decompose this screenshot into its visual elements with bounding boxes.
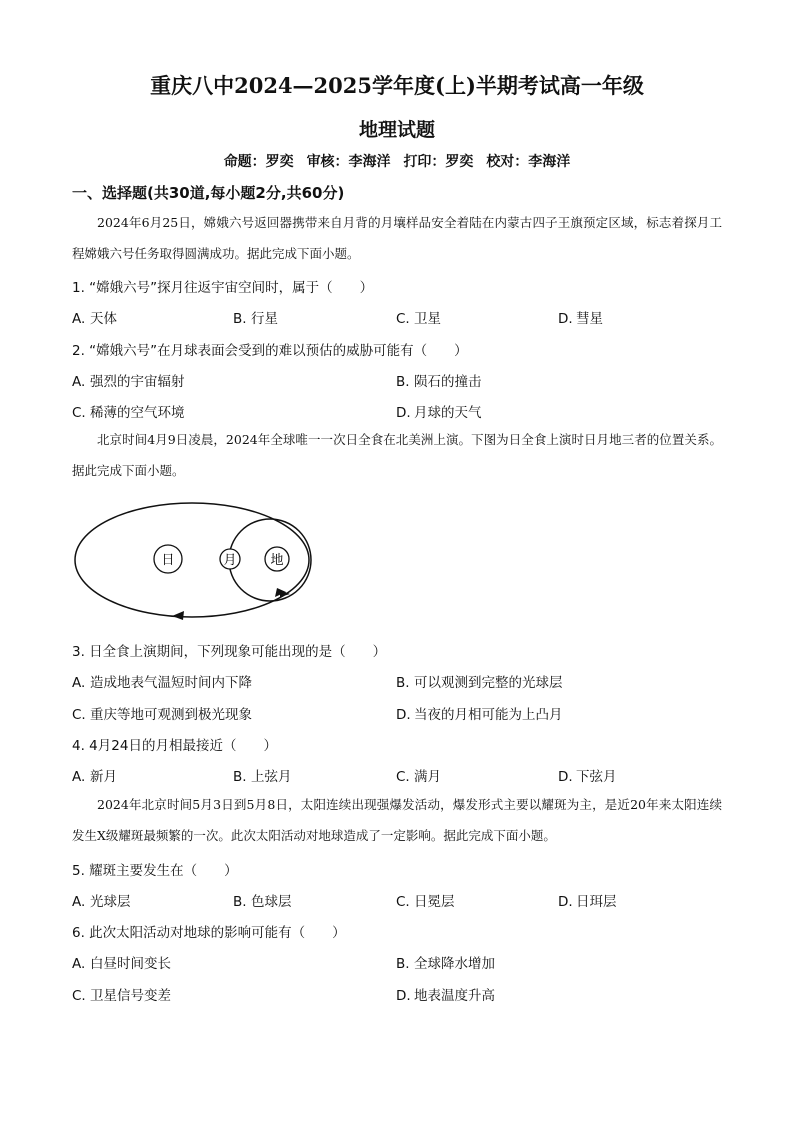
question-6: 6. 此次太阳活动对地球的影响可能有（ ） <box>72 925 346 941</box>
q1-option-d <box>558 307 603 327</box>
option-letter: A. <box>72 894 86 910</box>
option-text: 全球降水增加 <box>414 956 495 972</box>
option-text: 卫星信号变差 <box>90 988 171 1004</box>
passage-3: 2024年北京时间5月3日到5月8日，太阳连续出现强爆发活动，爆发形式主要以耀斑为主，是近20年来太阳连续发生X级耀斑最频繁的一次。此次太阳活动对地球造成了一定影响。据此完成下面小题。 <box>72 797 722 843</box>
option-text: 天体 <box>90 311 117 327</box>
q6-option-b <box>396 952 495 972</box>
option-letter: B. <box>396 956 410 972</box>
option-letter: C. <box>72 707 86 723</box>
option-letter: D. <box>396 988 411 1004</box>
option-letter: C. <box>72 988 86 1004</box>
option-letter: A. <box>72 374 86 390</box>
option-text: 地表温度升高 <box>414 988 495 1004</box>
option-letter: B. <box>396 374 410 390</box>
sun-moon-earth-diagram <box>72 498 322 626</box>
option-text: 造成地表气温短时间内下降 <box>90 675 252 691</box>
question-1: 1. “嫦娥六号”探月往返宇宙空间时，属于（ ） <box>72 280 374 296</box>
option-text: 当夜的月相可能为上凸月 <box>414 707 563 723</box>
option-text: 月球的天气 <box>414 405 482 421</box>
option-letter: B. <box>396 675 410 691</box>
option-text: 满月 <box>414 769 441 785</box>
passage-2: 北京时间4月9日凌晨，2024年全球唯一一次日全食在北美洲上演。下图为日全食上演时日月地三者的位置关系。据此完成下面小题。 <box>72 432 722 478</box>
q2-option-c <box>72 401 185 421</box>
option-text: 日冕层 <box>414 894 455 910</box>
earth-orbit-arrow <box>172 611 184 620</box>
credits-line <box>0 151 794 171</box>
option-text: 强烈的宇宙辐射 <box>90 374 185 390</box>
option-letter: D. <box>558 769 573 785</box>
credit-setter: 命题：罗奕 <box>223 154 294 170</box>
q2-option-d <box>396 401 482 421</box>
option-letter: D. <box>396 707 411 723</box>
option-letter: D. <box>396 405 411 421</box>
option-letter: A. <box>72 311 86 327</box>
question-3: 3. 日全食上演期间，下列现象可能出现的是（ ） <box>72 644 387 660</box>
credit-reviewer: 审核：李海洋 <box>306 154 391 170</box>
option-letter: B. <box>233 894 247 910</box>
question-5: 5. 耀斑主要发生在（ ） <box>72 863 238 879</box>
option-text: 行星 <box>251 311 278 327</box>
question-4: 4. 4月24日的月相最接近（ ） <box>72 738 277 754</box>
option-letter: B. <box>233 311 247 327</box>
option-text: 日珥层 <box>576 894 617 910</box>
question-2: 2. “嫦娥六号”在月球表面会受到的难以预估的威胁可能有（ ） <box>72 343 468 359</box>
q6-option-c <box>72 984 171 1004</box>
option-letter: D. <box>558 311 573 327</box>
option-text: 光球层 <box>90 894 131 910</box>
option-text: 陨石的撞击 <box>414 374 482 390</box>
option-letter: A. <box>72 956 86 972</box>
option-text: 卫星 <box>414 311 441 327</box>
option-text: 可以观测到完整的光球层 <box>414 675 563 691</box>
credit-printer: 打印：罗奕 <box>403 154 474 170</box>
q4-option-c <box>396 765 441 785</box>
sun-label: 日 <box>161 553 175 568</box>
q1-option-c <box>396 307 441 327</box>
q5-option-b <box>233 890 292 910</box>
option-text: 新月 <box>90 769 117 785</box>
option-letter: B. <box>233 769 247 785</box>
q5-option-a <box>72 890 131 910</box>
option-text: 上弦月 <box>251 769 292 785</box>
option-text: 重庆等地可观测到极光现象 <box>90 707 252 723</box>
option-text: 白昼时间变长 <box>90 956 171 972</box>
option-letter: C. <box>396 769 410 785</box>
q4-option-d <box>558 765 617 785</box>
moon-label: 月 <box>223 553 237 568</box>
option-text: 稀薄的空气环境 <box>90 405 185 421</box>
option-text: 色球层 <box>251 894 292 910</box>
option-letter: A. <box>72 675 86 691</box>
q3-option-b <box>396 671 563 691</box>
q6-option-d <box>396 984 495 1004</box>
q2-option-a <box>72 370 185 390</box>
section-heading: 一、选择题(共30道,每小题2分,共60分) <box>72 184 345 202</box>
option-letter: C. <box>72 405 86 421</box>
q3-option-c <box>72 703 252 723</box>
q3-option-a <box>72 671 252 691</box>
q1-option-b <box>233 307 278 327</box>
q5-option-c <box>396 890 455 910</box>
option-text: 彗星 <box>576 311 603 327</box>
passage-1: 2024年6月25日，嫦娥六号返回器携带来自月背的月壤样品安全着陆在内蒙古四子王旗预定区域，标志着探月工程嫦娥六号任务取得圆满成功。据此完成下面小题。 <box>72 215 722 261</box>
q6-option-a <box>72 952 171 972</box>
option-letter: C. <box>396 311 410 327</box>
q1-option-a <box>72 307 117 327</box>
q4-option-b <box>233 765 292 785</box>
q2-option-b <box>396 370 482 390</box>
q4-option-a <box>72 765 117 785</box>
exam-title: 重庆八中2024—2025学年度(上)半期考试高一年级 <box>150 73 644 98</box>
option-letter: D. <box>558 894 573 910</box>
option-letter: C. <box>396 894 410 910</box>
credit-proofreader: 校对：李海洋 <box>486 154 571 170</box>
exam-subtitle: 地理试题 <box>358 119 435 141</box>
option-letter: A. <box>72 769 86 785</box>
earth-label: 地 <box>270 553 284 568</box>
q3-option-d <box>396 703 563 723</box>
option-text: 下弦月 <box>576 769 617 785</box>
q5-option-d <box>558 890 617 910</box>
